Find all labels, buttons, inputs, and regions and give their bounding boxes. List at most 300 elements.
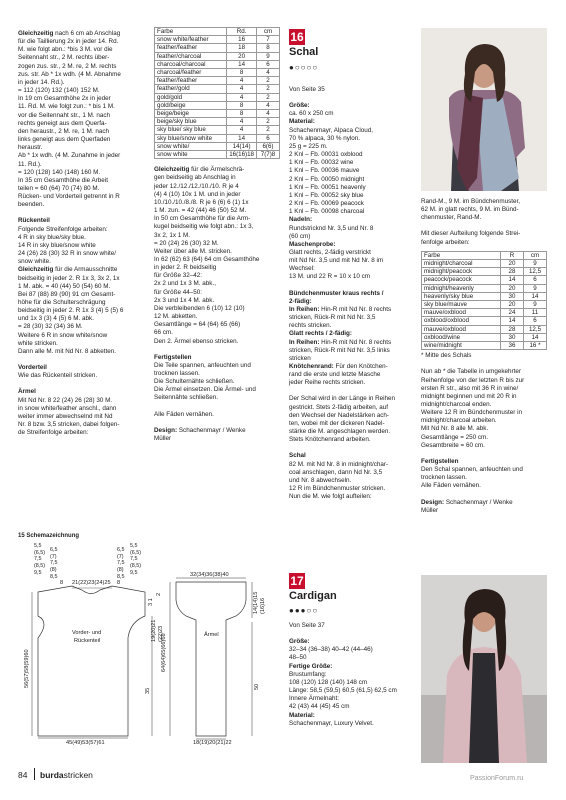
difficulty-dots-icon: ●○○○○ bbox=[289, 63, 319, 72]
shoulder-right: 6,5 (7) 7,5 (8) 8,5 bbox=[117, 547, 125, 580]
pattern-16-line: mit Nd Nr. 3,5 und mit Nd Nr. 8 im bbox=[289, 257, 384, 265]
pattern-16-line: In Reihen: Hin-R mit Nd Nr. 8 rechts bbox=[289, 305, 392, 313]
scarf-table-cell: 24 bbox=[501, 309, 524, 317]
pattern-16-line: den Wechsel der Nadelstärken ach- bbox=[289, 411, 389, 419]
stripe-table-cell: snow white/feather bbox=[155, 36, 227, 44]
armhole-label: 19(20)21 (22)23 bbox=[151, 619, 164, 642]
pattern-16-line: Glatt rechts, 2-fädig verstrickt bbox=[289, 248, 371, 256]
col1-line bbox=[18, 380, 146, 388]
col4-bottom-line: Gesamtbreite = 60 cm. bbox=[421, 441, 485, 449]
pattern-16-line: Stets Knötchenrand arbeiten. bbox=[289, 436, 371, 444]
pattern-16-line: jeder Reihe rechts stricken. bbox=[289, 379, 366, 387]
col4-bottom-line bbox=[421, 491, 549, 499]
pattern-16-line: stärke die M. angeschlagen werden. bbox=[289, 428, 391, 436]
stripe-table-cell: 8 bbox=[257, 44, 280, 52]
stripe-table-cell: 8 bbox=[227, 110, 257, 118]
pattern-16-line: 12 R im Bündchenmuster stricken. bbox=[289, 485, 386, 493]
stripe-table-cell: beige/beige bbox=[155, 110, 227, 118]
footer-page-number: 84 bbox=[18, 770, 28, 780]
shoulder-left: 5,5 (6,5) 7,5 (8,5) 9,5 bbox=[34, 543, 46, 576]
bottom-body: 45(49)53(57)61 bbox=[66, 740, 105, 746]
col1-line: in jeder 14. Rd.). bbox=[18, 78, 65, 86]
col2-line: für Größe 32–42: bbox=[154, 272, 202, 280]
scarf-table-row bbox=[422, 309, 547, 317]
scarf-table-cell: 16 * bbox=[524, 342, 547, 350]
stripe-table-cell: 2 bbox=[257, 118, 280, 126]
col4-bottom-line: Reihenfolge von der letzten R bis zur bbox=[421, 376, 525, 384]
pattern-16-line: rand die erste und letzte Masche bbox=[289, 371, 381, 379]
stripe-table-cell: 2 bbox=[257, 126, 280, 134]
scarf-table-cell: 28 bbox=[501, 325, 524, 333]
pattern-16-line: 2 Knl – Fb. 00031 oxblood bbox=[289, 151, 363, 159]
pattern-16-line: gestrickt. Stets 2-fädig arbeiten, auf bbox=[289, 403, 389, 411]
stripe-table-cell: 9 bbox=[257, 52, 280, 60]
col4-bottom-line: Nun ab * die Tabelle in umgekehrter bbox=[421, 368, 521, 376]
footer-brand-bold: burda bbox=[40, 770, 64, 780]
stripe-table-cell: 2 bbox=[257, 77, 280, 85]
stripe-table-row bbox=[155, 142, 280, 150]
schematic-title: 15 Schemazeichnung bbox=[18, 533, 80, 539]
col1-line: vor die Seitennaht str., 1 M. nach bbox=[18, 111, 111, 119]
col1-line: den heraustr., 2 M. re, 1 M. nach bbox=[18, 127, 110, 135]
sleeve-right-50: 50 bbox=[254, 683, 260, 690]
schematic bbox=[0, 530, 282, 760]
scarf-table-cell: sky blue/mauve bbox=[422, 301, 501, 309]
stripe-table-cell: 14 bbox=[227, 60, 257, 68]
col2-line: Den 2. Ärmel ebenso stricken. bbox=[154, 337, 239, 345]
stripe-table-row bbox=[155, 126, 280, 134]
scarf-table-cell: 14 bbox=[501, 317, 524, 325]
col2-line: In 50 cm Gesamthöhe für die Arm- bbox=[154, 215, 251, 223]
col2-line: 2x 3 und 1x 4 M. abk. bbox=[154, 296, 215, 304]
col1-line: = 28 (30) 32 (34) 36 M. bbox=[18, 323, 83, 331]
right-35: 35 bbox=[145, 687, 151, 694]
pattern-17-line: Länge: 58,5 (59,5) 60,5 (61,5) 62,5 cm bbox=[289, 687, 397, 695]
col1-line: Dann alle M. mit Nd Nr. 8 abketten. bbox=[18, 347, 116, 355]
col1-line: links geneigt aus dem Querfaden bbox=[18, 136, 111, 144]
col1-line: Bei 87 (88) 89 (90) 91 cm Gesamt- bbox=[18, 290, 116, 298]
sleeve-left: 64(64)65(66)66 bbox=[161, 633, 167, 672]
stripe-table-cell: gold/gold bbox=[155, 93, 227, 101]
pattern-16-line: Schachenmayr, Alpaca Cloud, bbox=[289, 126, 374, 134]
pattern-16-line: 1 Knl – Fb. 00051 heavenly bbox=[289, 183, 366, 191]
col1-line: Folgende Streifenfolge arbeiten: bbox=[18, 225, 108, 233]
col1-line: = 120 (128) 140 (148) 160 M. bbox=[18, 168, 101, 176]
col1-line: Weitere 6 R in snow white/snow bbox=[18, 331, 108, 339]
col2-line: 12 M. abketten. bbox=[154, 313, 198, 321]
col4-bottom-line bbox=[421, 450, 549, 458]
col4-bottom-line: trocknen lassen. bbox=[421, 474, 467, 482]
col2-line: 10./10./10./8./8. R je 6 (6) 6 (1) 1x bbox=[154, 198, 249, 206]
col1-text bbox=[18, 30, 146, 437]
pattern-17-text bbox=[289, 638, 417, 728]
col1-line: Mit Nd Nr. 8 22 (24) 26 (28) 30 M. bbox=[18, 396, 113, 404]
col2-line bbox=[154, 403, 280, 411]
scarf-table-cell: midnight/heavenly bbox=[422, 284, 501, 292]
pattern-17-title: Cardigan bbox=[289, 590, 337, 602]
scarf-table-row bbox=[422, 301, 547, 309]
pattern-16-line: ca. 60 x 250 cm bbox=[289, 110, 334, 118]
stripe-table bbox=[154, 27, 280, 159]
stripe-table-row bbox=[155, 44, 280, 52]
col2-line: Die Schulternähte schließen. bbox=[154, 378, 235, 386]
col4-bottom-line: * Mitte des Schals bbox=[421, 352, 472, 360]
scarf-table-cell: 36 bbox=[501, 342, 524, 350]
pattern-17-line: Innere Ärmelnaht: bbox=[289, 695, 340, 703]
col2-line: 66 cm. bbox=[154, 329, 173, 337]
col4-bottom-line: Alle Fäden vernähen. bbox=[421, 482, 481, 490]
stripe-table-cell: 8 bbox=[227, 101, 257, 109]
scarf-table-cell: 20 bbox=[501, 301, 524, 309]
scarf-table-cell: 11 bbox=[524, 309, 547, 317]
pattern-16-line: Rundstricknd Nr. 3,5 und Nr. 8 bbox=[289, 224, 374, 232]
scarf-table-cell: R bbox=[501, 251, 524, 259]
pattern-16-line: 70 % alpaca, 30 % nylon. bbox=[289, 134, 361, 142]
scarf-table-cell: mauve/oxblood bbox=[422, 309, 501, 317]
col4-bottom-line: midnight/charcoal enden. bbox=[421, 401, 492, 408]
pattern-17-badge: 17 bbox=[290, 574, 304, 588]
col1-line: für die Taillierung 2x in jeder 14. Rd. bbox=[18, 38, 119, 46]
col1-line: zus. str. Ab * 1x wdh. (4 M. Abnahme bbox=[18, 70, 121, 78]
scarf-table-cell: 12,5 bbox=[524, 268, 547, 276]
stripe-table-cell: 2 bbox=[257, 93, 280, 101]
scarf-table-cell: 14 bbox=[501, 276, 524, 284]
pattern-17-line: Fertige Größe: bbox=[289, 662, 333, 670]
col4-bottom-line: ersten R str., also mit 36 R in wine/ bbox=[421, 384, 519, 392]
col1-line: 24 (26) 28 (30) 32 R in snow white/ bbox=[18, 250, 117, 258]
scarf-table-cell: 9 bbox=[524, 301, 547, 309]
col2-line: Gesamtlänge = 64 (64) 65 (66) bbox=[154, 321, 241, 329]
scarf-table-cell: 30 bbox=[501, 292, 524, 300]
col2-line: Weiter über alle M. stricken. bbox=[154, 247, 232, 255]
pattern-16-line: stricken, Rück-R mit Nd Nr. 3,5 links bbox=[289, 346, 390, 354]
pattern-17-line: Größe: bbox=[289, 638, 310, 646]
col4-bottom-line: midnight beginnen und mit 20 R in bbox=[421, 392, 517, 400]
stripe-table-cell: 16 bbox=[227, 36, 257, 44]
pattern-16-line: ten, wobei mit der dickeren Nadel- bbox=[289, 419, 385, 427]
scarf-photo bbox=[421, 28, 547, 191]
scarf-table-row bbox=[422, 259, 547, 267]
col4-bottom-text bbox=[421, 352, 549, 515]
pattern-16-line: Maschenprobe: bbox=[289, 240, 336, 248]
col1-line: Gleichzeitig für die Armausschnitte bbox=[18, 266, 118, 274]
stripe-table-cell: 4 bbox=[227, 126, 257, 134]
pattern-16-line: rechts stricken. bbox=[289, 322, 332, 330]
col1-line: beidseitig in jeder 2. R 1x 3, 3x 2, 1x bbox=[18, 274, 120, 282]
stripe-table-cell: 4 bbox=[227, 93, 257, 101]
column-1 bbox=[18, 30, 146, 437]
col1-line: höhe für die Schulterschrägung bbox=[18, 299, 106, 306]
scarf-table-row bbox=[422, 317, 547, 325]
pattern-17-line: Material: bbox=[289, 711, 315, 719]
scarf-table-cell: 6 bbox=[524, 276, 547, 284]
stripe-table-cell: feather/feather bbox=[155, 44, 227, 52]
col4-top-line: 62 M. in glatt rechts, 9 M. im Bünd- bbox=[421, 206, 519, 214]
column-4 bbox=[421, 198, 549, 515]
col2-line: Müller bbox=[154, 434, 172, 442]
col2-line: Alle Fäden vernähen. bbox=[154, 410, 214, 418]
stripe-table-cell: 20 bbox=[227, 52, 257, 60]
col1-line: white stricken. bbox=[18, 339, 58, 347]
stripe-table-cell: feather/gold bbox=[155, 85, 227, 93]
pattern-16-line bbox=[289, 387, 417, 395]
pattern-16-line: Nun die M. wie folgt aufteilen: bbox=[289, 493, 372, 501]
col2-line: In 62 (62) 63 (64) 64 cm Gesamthöhe bbox=[154, 255, 260, 263]
col2-line: 1 M. zun. = 42 (44) 46 (50) 52 M. bbox=[154, 207, 247, 215]
pattern-16-line: 2 Knl – Fb. 00050 midnight bbox=[289, 175, 365, 183]
body-label-1: Vorder- und bbox=[72, 630, 102, 636]
col2-line: jeder 12./12./12./10./10. R je 4 bbox=[154, 182, 239, 190]
stripe-table-row bbox=[155, 69, 280, 77]
stripe-table-cell: snow white bbox=[155, 151, 227, 159]
col1-line: snow white. bbox=[18, 258, 51, 266]
col2-line: Seitennähte schließen. bbox=[154, 394, 219, 402]
scarf-table-cell: 14 bbox=[524, 292, 547, 300]
scarf-table-cell: wine/midnight bbox=[422, 342, 501, 350]
pattern-16-line: Glatt rechts / 2-fädig: bbox=[289, 330, 352, 338]
stripe-table-row bbox=[155, 93, 280, 101]
col1-line: Nr. 8 bzw. 3,5 stricken, dabei folgen- bbox=[18, 421, 120, 429]
scarf-table-cell: 30 bbox=[501, 333, 524, 341]
stripe-table-cell: 16(16)18 bbox=[227, 151, 257, 159]
col1-line: 14 R in sky blue/snow white bbox=[18, 241, 96, 249]
pattern-16-line: Bündchenmuster kraus rechts / bbox=[289, 289, 384, 297]
col2-line: für Größe 44–50: bbox=[154, 288, 202, 296]
stripe-table-row bbox=[155, 60, 280, 68]
scarf-table-cell: mauve/oxblood bbox=[422, 325, 501, 333]
pattern-16-line: 2-fädig: bbox=[289, 297, 312, 305]
stripe-table-row bbox=[155, 52, 280, 60]
stripe-table-cell: 14 bbox=[227, 134, 257, 142]
neck-label: 21(22)23(24)25 bbox=[72, 580, 111, 586]
col4-bottom-line: Gesamtlänge = 250 cm. bbox=[421, 433, 489, 441]
col2-text bbox=[154, 166, 280, 443]
pattern-16-line: 82 M. mit Nd Nr. 8 in midnight/char- bbox=[289, 460, 389, 468]
scarf-table-cell: 20 bbox=[501, 284, 524, 292]
col2-line: kugel beidseitig wie folgt abn.: 1x 3, bbox=[154, 223, 254, 231]
pattern-16-line: 1 Knl – Fb. 00052 sky blue bbox=[289, 191, 364, 199]
scarf-table-cell: Farbe bbox=[422, 251, 501, 259]
col1-line: In 35 cm Gesamthöhe die Arbeit bbox=[18, 176, 108, 184]
col1-line: 4 R in sky blue/sky blue. bbox=[18, 233, 86, 241]
pattern-16-title: Schal bbox=[289, 46, 319, 58]
stripe-table-cell: 8 bbox=[227, 69, 257, 77]
pattern-16-line: Material: bbox=[289, 118, 315, 126]
col2-line: 3x 2, 1x 1 M. bbox=[154, 231, 191, 239]
sleeve-right-cap: 14(14)15 (16)16 bbox=[253, 591, 266, 614]
stripe-table-cell: 7 bbox=[257, 36, 280, 44]
scarf-table-row bbox=[422, 342, 547, 350]
col2-line: Die Teile spannen, anfeuchten und bbox=[154, 361, 251, 369]
pattern-17-line: 32–34 (36–38) 40–42 (44–46) bbox=[289, 646, 373, 654]
col2-line: Design: Schachenmayr / Wenke bbox=[154, 426, 246, 434]
left-height: 56(57)58(59)60 bbox=[24, 649, 30, 688]
col1-line: weiter immer abwechselnd mit Nd bbox=[18, 412, 113, 420]
col1-line: in snow white/feather anschl., dann bbox=[18, 404, 117, 412]
pattern-16-line: Schal bbox=[289, 452, 306, 460]
stripe-table-cell: charcoal/feather bbox=[155, 69, 227, 77]
stripe-table-cell: 6(6) bbox=[257, 142, 280, 150]
stripe-table-cell: 4 bbox=[227, 118, 257, 126]
pattern-17-line: Schachenmayr, Luxury Velvet. bbox=[289, 719, 374, 727]
pattern-16-line: In Reihen: Hin-R mit Nd Nr. 8 rechts bbox=[289, 338, 392, 346]
stripe-table-cell: 14(14) bbox=[227, 142, 257, 150]
stripe-table-cell: cm bbox=[257, 28, 280, 36]
col1-line: = 112 (120) 132 (140) 152 M. bbox=[18, 87, 100, 95]
pattern-16-line: 25 g = 225 m. bbox=[289, 142, 328, 150]
col1-line: Rücken- und Vorderteil getrennt in R bbox=[18, 193, 120, 201]
stripe-table-row bbox=[155, 85, 280, 93]
top-right-8: 8 bbox=[117, 580, 121, 586]
pattern-17-see: Von Seite 37 bbox=[289, 622, 325, 629]
stripe-table-row bbox=[155, 118, 280, 126]
scarf-table-cell: heavenly/sky blue bbox=[422, 292, 501, 300]
col1-line: und 1x 3 (3) 4 (5) 6 M. abk. bbox=[18, 315, 94, 323]
col1-line: Gleichzeitig nach 6 cm ab Anschlag bbox=[18, 30, 121, 37]
scarf-table-header-row bbox=[422, 251, 547, 259]
scarf-table-cell: 9 bbox=[524, 259, 547, 267]
scarf-photo-image bbox=[421, 28, 547, 191]
stripe-table-cell: 2 bbox=[257, 85, 280, 93]
stripe-table-row bbox=[155, 110, 280, 118]
pattern-16-line: Knötchenrand: Für den Knötchen- bbox=[289, 363, 388, 370]
pattern-16-line: und Nr. 8 abwechseln. bbox=[289, 476, 352, 484]
scarf-table-cell: 28 bbox=[501, 268, 524, 276]
pattern-16-badge: 16 bbox=[290, 30, 304, 44]
col1-line: teilen = 60 (64) 70 (74) 80 M. bbox=[18, 184, 100, 192]
scarf-table-row bbox=[422, 292, 547, 300]
col4-bottom-line: Weitere 12 R im Bündchenmuster in bbox=[421, 409, 523, 417]
col4-bottom-line: Fertigstellen bbox=[421, 457, 459, 465]
col2-line: Die verbleibenden 6 (10) 12 (10) bbox=[154, 304, 245, 312]
stripe-table-cell: sky blue/snow white bbox=[155, 134, 227, 142]
col1-line: M. wie folgt abn.: *bis 3 M. vor die bbox=[18, 46, 113, 54]
stripe-table-cell: feather/charcoal bbox=[155, 52, 227, 60]
col4-bottom-line: Den Schal spannen, anfeuchten und bbox=[421, 466, 523, 474]
col1-line: In 19 cm Gesamthöhe 2x in jeder bbox=[18, 95, 111, 103]
pattern-16-line bbox=[289, 444, 417, 452]
scarf-table-row bbox=[422, 325, 547, 333]
stripe-table-row bbox=[155, 134, 280, 142]
small-31: 3 1 bbox=[148, 598, 154, 606]
col1-line: Rückenteil bbox=[18, 217, 50, 225]
stripe-table-cell: 6 bbox=[257, 60, 280, 68]
col1-line bbox=[18, 356, 146, 364]
col2-line: in jeder 2. R beidseitig bbox=[154, 264, 217, 272]
scarf-table-cell: cm bbox=[524, 251, 547, 259]
col2-line: gen beidseitig ab Anschlag in bbox=[154, 174, 236, 182]
col1-line bbox=[18, 209, 146, 217]
col1-line: rechts geneigt aus dem Querfa- bbox=[18, 119, 107, 127]
sleeve-bottom: 18(19)20(21)22 bbox=[193, 740, 232, 746]
footer-divider bbox=[34, 768, 35, 780]
col2-line: (4) 4 (10) 10x 1 M. und in jeder bbox=[154, 190, 241, 198]
stripe-table-cell: 6 bbox=[257, 134, 280, 142]
col4-bottom-line: midnight/charcoal arbeiten. bbox=[421, 417, 497, 425]
pattern-16-see: Von Seite 35 bbox=[289, 86, 325, 93]
stripe-table-cell: 18 bbox=[227, 44, 257, 52]
stripe-table-cell: 4 bbox=[227, 77, 257, 85]
pattern-16-line: 1 Knl – Fb. 00036 mauve bbox=[289, 167, 360, 175]
column-3 bbox=[289, 86, 417, 501]
col2-line: Fertigstellen bbox=[154, 353, 192, 361]
pattern-16-line: Der Schal wird in der Länge in Reihen bbox=[289, 395, 396, 403]
pattern-16-line: 1 Knl – Fb. 00032 wine bbox=[289, 159, 354, 167]
footer-watermark: PassionForum.ru bbox=[470, 775, 524, 782]
scarf-table-cell: 12,5 bbox=[524, 325, 547, 333]
col1-line: 1 M. abk. = 40 (44) 50 (54) 60 M. bbox=[18, 282, 111, 290]
top-left-8: 8 bbox=[60, 580, 64, 586]
scarf-table-cell: 14 bbox=[524, 333, 547, 341]
stripe-table-cell: 4 bbox=[257, 69, 280, 77]
cardigan-photo bbox=[421, 575, 547, 763]
col1-line: Ab * 1x wdh. (4 M. Zunahme in jeder bbox=[18, 152, 121, 160]
footer-brand bbox=[40, 770, 93, 780]
stripe-table-row bbox=[155, 151, 280, 159]
body-label-2: Rückenteil bbox=[74, 638, 101, 644]
scarf-table-cell: oxblood/wine bbox=[422, 333, 501, 341]
col1-line: Ärmel bbox=[18, 388, 36, 396]
col1-line: zogen zus. str., 2 M. re, 2 M. rechts bbox=[18, 62, 117, 70]
col1-line: de Streifenfolge arbeiten: bbox=[18, 429, 89, 437]
col1-line: Wie das Rückenteil stricken. bbox=[18, 372, 98, 380]
stripe-table-cell: gold/beige bbox=[155, 101, 227, 109]
col4-top-line bbox=[421, 222, 549, 230]
scarf-table-cell: oxblood/oxblood bbox=[422, 317, 501, 325]
stripe-table-cell: 7(7)8 bbox=[257, 151, 280, 159]
shoulder-left-2: 6,5 (7) 7,5 (8) 8,5 bbox=[50, 547, 58, 580]
footer-brand-rest: stricken bbox=[63, 770, 93, 780]
shoulder-right-2: 5,5 (6,5) 7,5 (8,5) 9,5 bbox=[130, 543, 142, 576]
col2-line bbox=[154, 346, 280, 354]
col4-bottom-line: Design: Schachenmayr / Wenke bbox=[421, 498, 513, 506]
sleeve-top: 32(34)36(38)40 bbox=[190, 572, 229, 578]
stripe-table-row bbox=[155, 36, 280, 44]
stripe-table-cell: 4 bbox=[227, 85, 257, 93]
scarf-table-cell: midnight/charcoal bbox=[422, 259, 501, 267]
scarf-table-cell: midnight/peacock bbox=[422, 268, 501, 276]
scarf-table-row bbox=[422, 268, 547, 276]
col1-line: Vorderteil bbox=[18, 364, 47, 372]
col2-line: 2x 2 und 1x 3 M. abk., bbox=[154, 280, 216, 288]
stripe-table-cell: Farbe bbox=[155, 28, 227, 36]
column-2 bbox=[154, 27, 280, 443]
col4-top-text bbox=[421, 198, 549, 247]
col2-line: Gleichzeitig für die Ärmelschrä- bbox=[154, 166, 245, 174]
stripe-table-cell: charcoal/charcoal bbox=[155, 60, 227, 68]
pattern-16-line: Größe: bbox=[289, 102, 310, 110]
scarf-table bbox=[421, 251, 547, 350]
pattern-16-line: coal anschlagen, dann Nd Nr. 3,5 bbox=[289, 468, 383, 476]
sleeve-label: Ärmel bbox=[204, 632, 219, 638]
stripe-table-cell: snow white/ bbox=[155, 142, 227, 150]
col1-line: 11. Rd.). bbox=[18, 160, 42, 168]
col4-top-line: chenmuster, Rand-M. bbox=[421, 214, 482, 222]
col1-line: heraustr. bbox=[18, 144, 43, 152]
stripe-table-row bbox=[155, 77, 280, 85]
pattern-16-line: Nadeln: bbox=[289, 216, 313, 224]
col4-top-line: Rand-M., 9 M. im Bündchenmuster, bbox=[421, 198, 521, 205]
difficulty-dots-icon: ●●●○○ bbox=[289, 606, 319, 615]
stripe-table-row bbox=[155, 101, 280, 109]
col4-top-line: Mit dieser Aufteilung folgende Strei- bbox=[421, 230, 521, 238]
stripe-table-cell: 4 bbox=[257, 101, 280, 109]
scarf-table-cell: peacock/peacock bbox=[422, 276, 501, 284]
col4-top-line: fenfolge arbeiten: bbox=[421, 238, 470, 246]
pattern-16-line: stricken, Rück-R mit Nd Nr. 3,5 bbox=[289, 314, 376, 322]
scarf-table-cell: 9 bbox=[524, 284, 547, 292]
stripe-table-cell: sky blue/ sky blue bbox=[155, 126, 227, 134]
